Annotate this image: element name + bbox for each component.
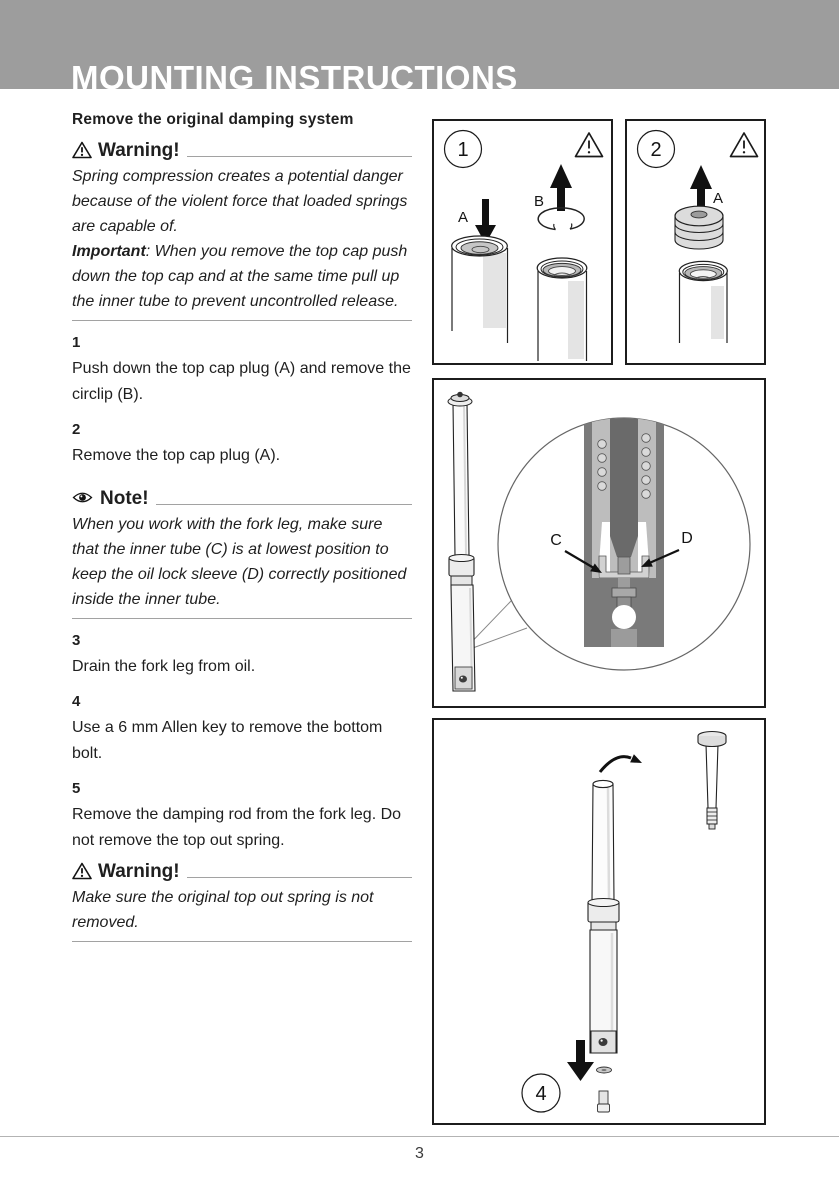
page-title: MOUNTING INSTRUCTIONS (71, 59, 518, 96)
note-paragraph: When you work with the fork leg, make sure that the inner tube (C) is at lowest position to keep the oil lock sleeve (D) correctly positioned inside the inner tube. (72, 515, 407, 608)
circlip (538, 208, 584, 230)
note-block (72, 489, 412, 619)
step-4-number: 4 (72, 692, 81, 710)
heading-rule (187, 877, 412, 878)
warning-top-paragraph: Spring compression creates a potential danger because of the violent force that loaded springs are capable of. (72, 168, 408, 235)
warning-bottom-heading (72, 862, 412, 882)
instructions-column (72, 111, 412, 1125)
note-eye-icon (72, 490, 93, 505)
step-5 (72, 780, 412, 854)
bottom-bolt (598, 1091, 610, 1112)
step-5-number: 5 (72, 779, 81, 797)
figure-3 (432, 378, 766, 708)
step-3-text: Drain the fork leg from oil. (72, 657, 256, 675)
label-a: A (457, 209, 469, 226)
important-label: Important (72, 243, 146, 260)
warning-block-top (72, 141, 412, 321)
figure-row-top (432, 119, 766, 365)
heading-rule (156, 504, 412, 505)
warning-block-bottom (72, 862, 412, 942)
note-title: Note! (100, 488, 149, 509)
note-body (72, 509, 412, 619)
page-number: 3 (415, 1145, 424, 1162)
warning-bottom-title: Warning! (98, 861, 180, 882)
note-heading (72, 489, 412, 509)
main-content (0, 89, 839, 1125)
step-3 (72, 632, 412, 680)
step-4 (72, 693, 412, 767)
warning-top-title: Warning! (98, 140, 180, 162)
heading-rule (187, 156, 412, 157)
fork-leg (448, 392, 475, 691)
fork-tube (679, 261, 727, 343)
fork-tube-right (537, 258, 587, 361)
label-b: B (533, 193, 545, 210)
figure-1 (432, 119, 613, 365)
figures-column (432, 119, 766, 1125)
warning-bottom-paragraph: Make sure the original top out spring is not removed. (72, 888, 374, 931)
warning-triangle-icon (72, 862, 92, 880)
warning-bottom-body (72, 882, 412, 942)
section-heading: Remove the original damping system (72, 111, 354, 128)
figure-2-number: 2 (650, 139, 662, 161)
step-5-text: Remove the damping rod from the fork leg. Do not remove the top out spring. (72, 805, 402, 849)
figure-4-number: 4 (535, 1083, 547, 1105)
curved-arrow-icon (600, 754, 642, 772)
important-text: : When you remove the top cap push down the top cap and at the same time pull up the inner tube to prevent uncontrolled release. (72, 243, 408, 310)
step-1-number: 1 (72, 334, 81, 351)
step-1-text: Push down the top cap plug (A) and remove the circlip (B). (72, 360, 411, 403)
warning-top-heading (72, 141, 412, 161)
top-cap-plug (675, 206, 723, 249)
page-header (0, 0, 839, 96)
figure-1-number-badge (445, 131, 482, 168)
pull-up-arrow-icon (550, 164, 572, 211)
cross-section (584, 417, 664, 647)
fork-tube-left (452, 236, 508, 343)
step-1 (72, 334, 412, 408)
figure-4 (432, 718, 766, 1125)
figure-2 (625, 119, 766, 365)
pull-up-arrow-icon (690, 165, 712, 212)
warning-triangle-icon (72, 141, 92, 159)
label-a: A (712, 190, 724, 207)
figure-4-number-badge (522, 1074, 560, 1112)
warning-triangle-icon (576, 133, 603, 157)
footer-divider (0, 1136, 839, 1137)
step-3-number: 3 (72, 631, 81, 649)
fork-inner-tube (588, 780, 619, 1053)
figure-2-number-badge (638, 131, 675, 168)
label-d: D (681, 530, 693, 547)
warning-top-body (72, 161, 412, 321)
step-2-number: 2 (72, 421, 81, 438)
damping-rod (698, 732, 726, 830)
warning-top-important (72, 239, 412, 314)
step-2-text: Remove the top cap plug (A). (72, 447, 281, 464)
step-4-text: Use a 6 mm Allen key to remove the bottom bolt. (72, 718, 383, 762)
step-2 (72, 421, 412, 469)
warning-triangle-icon (731, 133, 758, 157)
figure-1-number: 1 (457, 139, 469, 161)
label-c: C (550, 532, 562, 549)
washer (597, 1067, 612, 1073)
